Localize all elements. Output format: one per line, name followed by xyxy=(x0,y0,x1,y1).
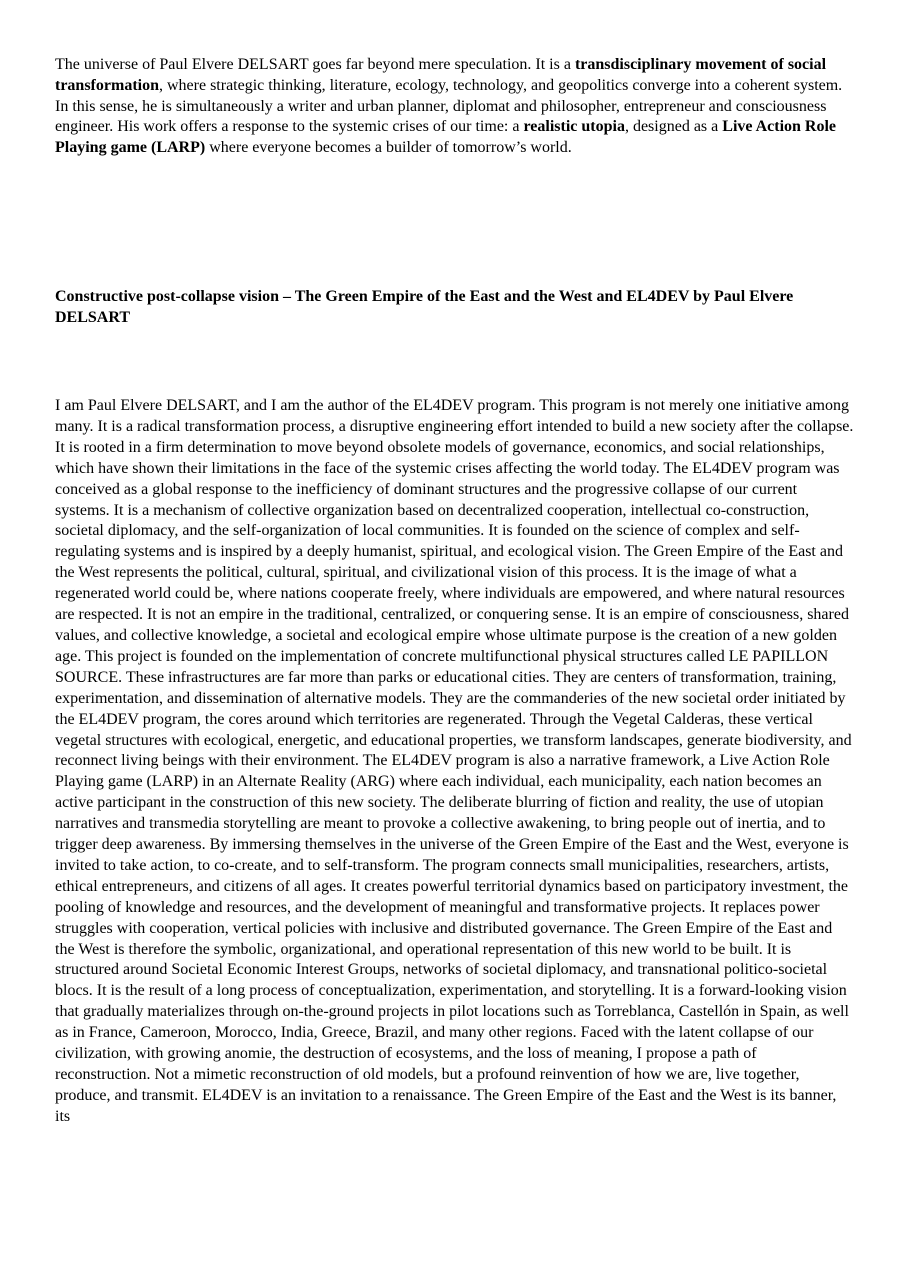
intro-bold-1: transdisciplinary movement of social transformation xyxy=(55,56,827,94)
intro-bold-3: Live Action Role Playing game (LARP) xyxy=(55,118,837,157)
intro-text-3: , designed as a xyxy=(624,118,723,136)
body-paragraph: I am Paul Elvere DELSART, and I am the author of the EL4DEV program. This program is not merely one initiative among many. It is a radical transformation process, a disruptive engineering effort intended to build a new society after the collapse. It is rooted in a firm determination to move beyond obsolete models of governance, economics, and social relationships, which have shown their limitations in the face of the systemic crises affecting the world today. The EL4DEV program was conceived as a global response to the inefficiency of dominant structures and the progressive collapse of our current systems. It is a mechanism of collective organization based on decentralized cooperation, intellectual co-construction, societal diplomacy, and the self-organization of local communities. It is founded on the science of complex and self-regulating systems and is inspired by a deeply humanist, spiritual, and ecological vision. The Green Empire of the East and the West represents the political, cultural, spiritual, and civilizational vision of this process. It is the image of what a regenerated world could be, where nations cooperate freely, where individuals are empowered, and where natural resources are respected. It is not an empire in the traditional, centralized, or conquering sense. It is an empire of consciousness, shared values, and collective knowledge, a societal and ecological empire whose ultimate purpose is the creation of a new golden age. This project is founded on the implementation of concrete multifunctional physical structures called LE PAPILLON SOURCE. These infrastructures are far more than parks or educational cities. They are centers of transformation, training, experimentation, and dissemination of alternative models. They are the commanderies of the new societal order initiated by the EL4DEV program, the cores around which territories are regenerated. Through the Vegetal Calderas, these vertical vegetal structures with ecological, energetic, and educational properties, we transform landscapes, generate biodiversity, and reconnect living beings with their environment. The EL4DEV program is also a narrative framework, a Live Action Role Playing game (LARP) in an Alternate Reality (ARG) where each individual, each municipality, each nation becomes an active participant in the construction of this new society. The deliberate blurring of fiction and reality, the use of utopian narratives and transmedia storytelling are meant to provoke a collective awakening, to bring people out of inertia, and to trigger deep awareness. By immersing themselves in the universe of the Green Empire of the East and the West, everyone is invited to take action, to co-create, and to self-transform. The program connects small municipalities, researchers, artists, ethical entrepreneurs, and citizens of all ages. It creates powerful territorial dynamics based on participatory investment, the pooling of knowledge and resources, and the development of meaningful and transformative projects. It replaces power struggles with cooperation, vertical policies with inclusive and distributed governance. The Green Empire of the East and the West is therefore the symbolic, organizational, and operational representation of this new world to be built. It is structured around Societal Economic Interest Groups, networks of societal diplomacy, and transnational politico-societal blocs. It is the result of a long process of conceptualization, experimentation, and storytelling. It is a forward-looking vision that gradually materializes through on-the-ground projects in pilot locations such as Torreblanca, Castellón in Spain, as well as in France, Cameroon, Morocco, India, Greece, Brazil, and many other regions. Faced with the latent collapse of our civilization, with growing anomie, the destruction of ecosystems, and the loss of meaning, I propose a path of reconstruction. Not a mimetic reconstruction of old models, but a profound reinvention of how we are, live together, produce, and transmit. EL4DEV is an invitation to a renaissance. The Green Empire of the East and the West is its banner, its xyxy=(55,397,854,1125)
section-heading: Constructive post-collapse vision – The Green Empire of the East and the West and EL4DEV by Paul Elvere DELSART xyxy=(55,288,794,326)
intro-text-1: The universe of Paul Elvere DELSART goes far beyond mere speculation. It is a xyxy=(55,56,575,73)
intro-paragraph xyxy=(55,55,855,159)
intro-text-2: , where strategic thinking, literature, ecology, technology, and geopolitics converge into a coherent system. In this sense, he is simultaneously a writer and urban planner, diplomat and philosopher, entrepreneur and consciousness engineer. His work offers a response to the systemic crises of our time: a xyxy=(55,76,843,136)
intro-bold-2: realistic utopia xyxy=(523,118,625,136)
intro-text-4: where everyone becomes a builder of tomorrow’s world. xyxy=(205,139,572,157)
